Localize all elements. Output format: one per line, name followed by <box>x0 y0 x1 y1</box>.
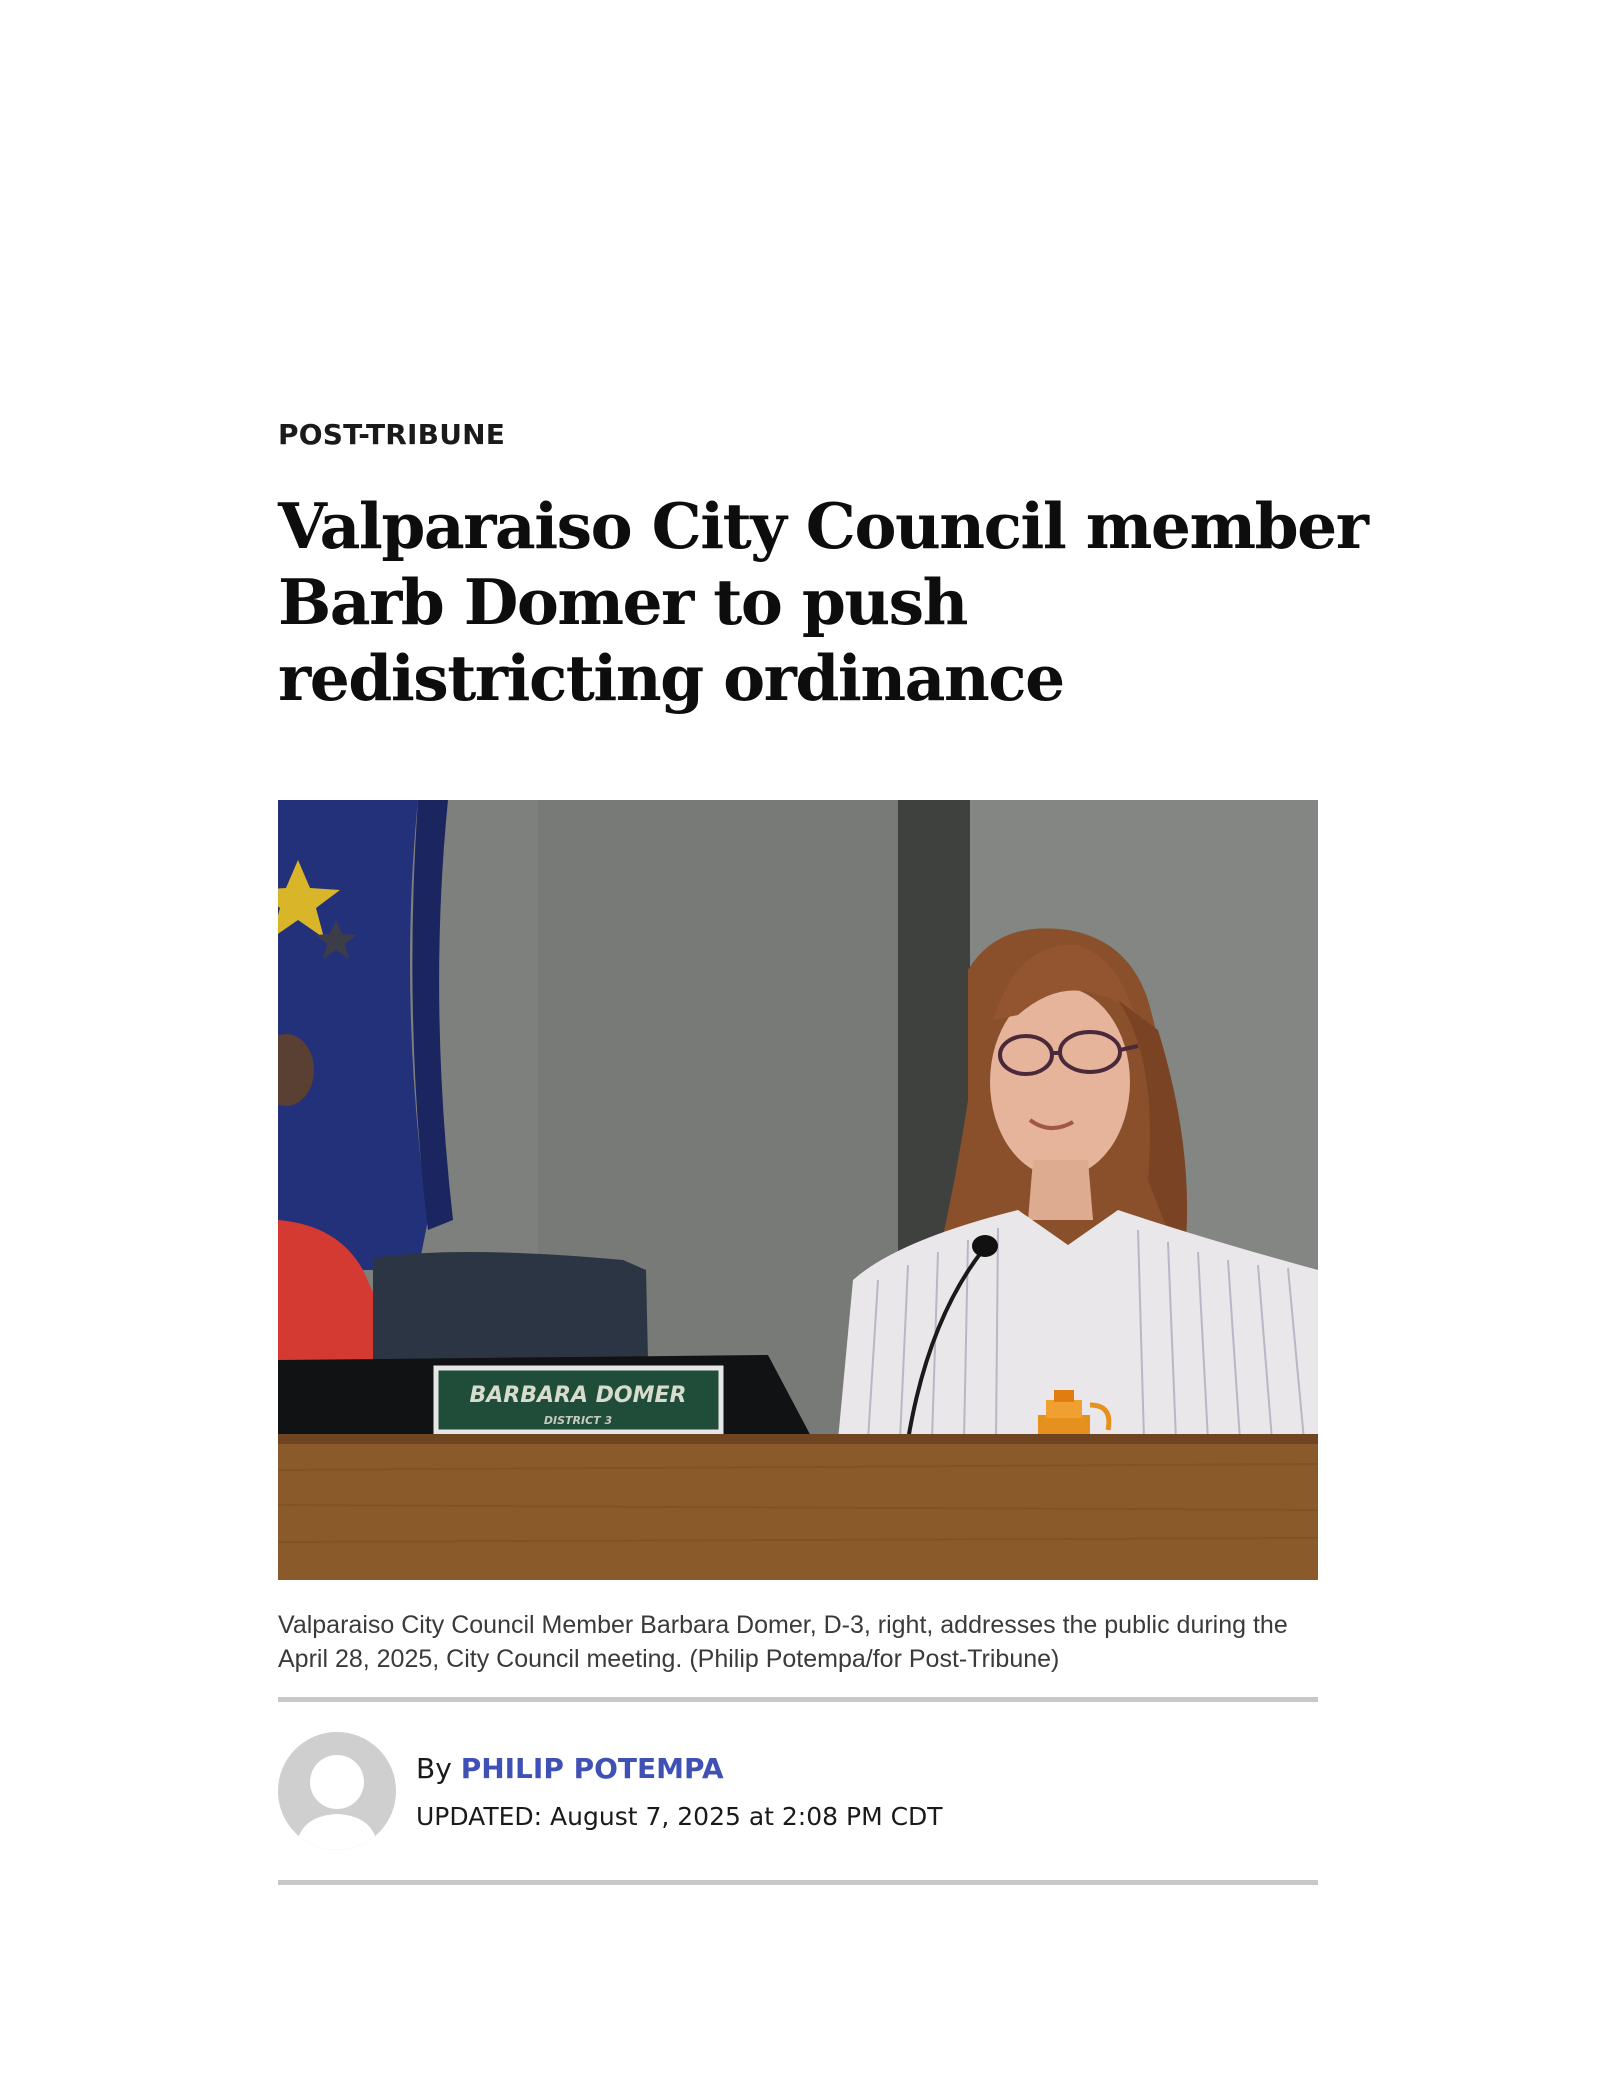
photo-caption: Valparaiso City Council Member Barbara Domer, D-3, right, addresses the public during the April 28, 2025, City Council meeting. (Philip Potempa/for Post-Tribune) <box>278 1611 1288 1673</box>
headline-line: redistricting ordinance <box>278 641 1064 715</box>
chair <box>373 1252 648 1360</box>
article-photo[interactable] <box>278 800 1318 1580</box>
nameplate-name: BARBARA DOMER <box>469 1383 687 1408</box>
author-avatar[interactable] <box>278 1732 396 1850</box>
nameplate <box>436 1368 721 1432</box>
byline-prefix: By <box>416 1752 452 1785</box>
headline <box>278 488 1368 716</box>
headline-line: Valparaiso City Council member <box>278 489 1368 563</box>
avatar-head-icon <box>310 1755 364 1809</box>
divider <box>278 1697 1318 1702</box>
byline <box>416 1752 724 1785</box>
author-link[interactable]: PHILIP POTEMPA <box>460 1752 724 1785</box>
headline-line: Barb Domer to push <box>278 565 967 639</box>
divider <box>278 1880 1318 1885</box>
section-label[interactable]: POST-TRIBUNE <box>278 418 506 451</box>
nameplate-district: DISTRICT 3 <box>543 1414 613 1427</box>
updated-timestamp: UPDATED: August 7, 2025 at 2:08 PM CDT <box>416 1802 943 1831</box>
